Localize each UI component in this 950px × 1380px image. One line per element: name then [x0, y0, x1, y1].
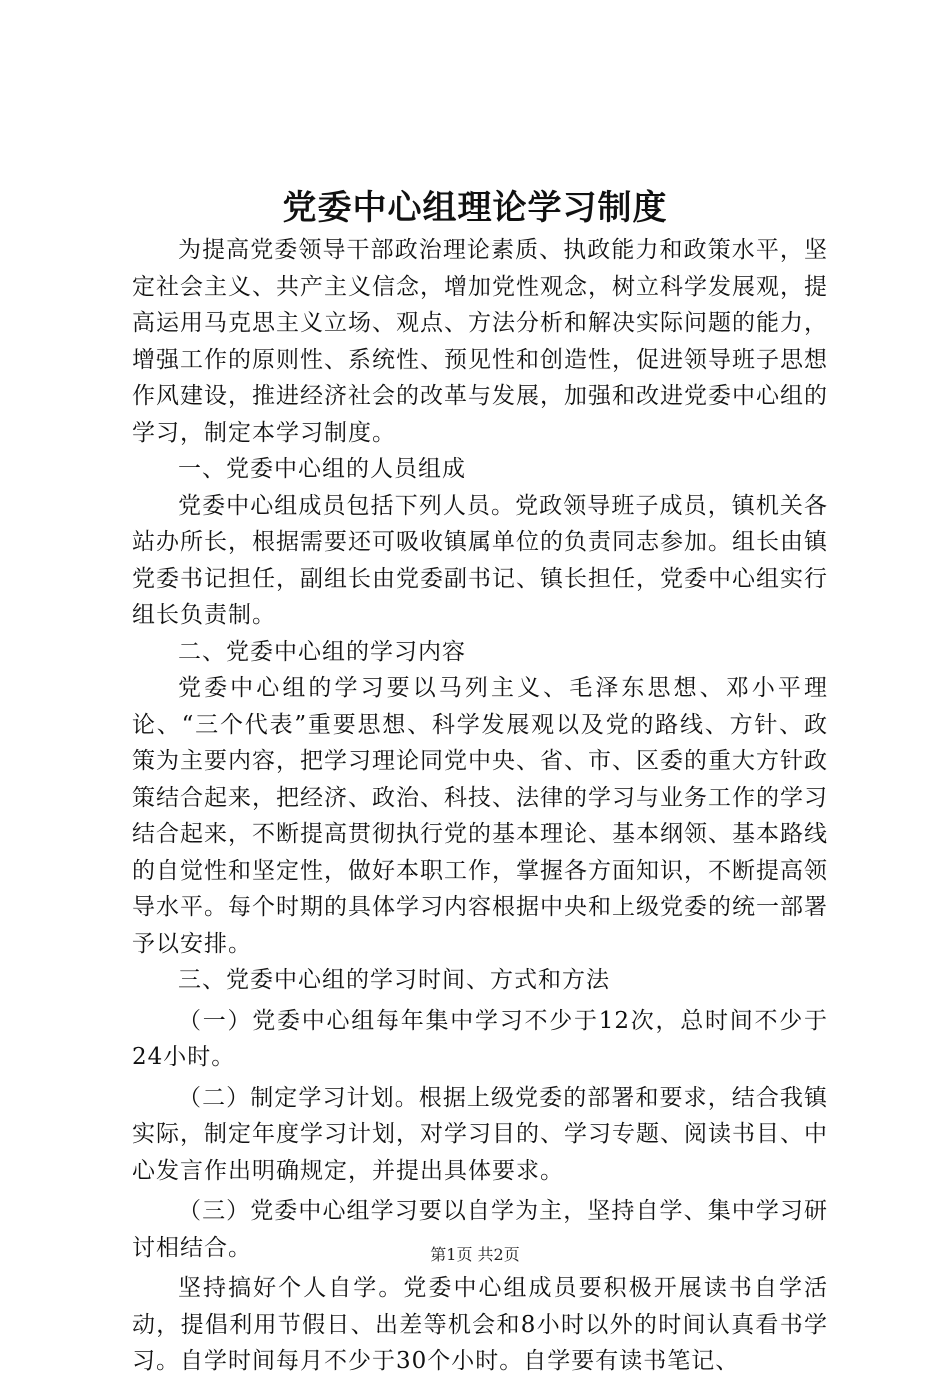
page-number: 第1页 共2页 — [430, 1245, 520, 1264]
paragraph-item-3: （三）党委中心组学习要以自学为主，坚持自学、集中学习研讨相结合。 — [132, 1198, 828, 1261]
paragraph-self-study: 坚持搞好个人自学。党委中心组成员要积极开展读书自学活动，提倡利用节假日、出差等机会和8小时以外的时间认真看书学习。自学时间每月不少于30个小时。自学要有读书笔记、 — [132, 1275, 828, 1374]
paragraph-item-1: （一）党委中心组每年集中学习不少于12次，总时间不少于24小时。 — [132, 1007, 828, 1070]
section-heading-1: 一、党委中心组的人员组成 — [178, 456, 466, 482]
document-body — [132, 232, 828, 1380]
document-title: 党委中心组理论学习制度 — [282, 188, 668, 228]
paragraph-intro: 为提高党委领导干部政治理论素质、执政能力和政策水平，坚定社会主义、共产主义信念，增加党性观念，树立科学发展观，提高运用马克思主义立场、观点、方法分析和解决实际问题的能力，增强工作的原则性、系统性、预见性和创造性，促进领导班子思想作风建设，推进经济社会的改革与发展，加强和改进党委中心组的学习，制定本学习制度。 — [132, 237, 828, 446]
paragraph-content: 党委中心组的学习要以马列主义、毛泽东思想、邓小平理论、“三个代表”重要思想、科学发展观以及党的路线、方针、政策为主要内容，把学习理论同党中央、省、市、区委的重大方针政策结合起来，把经济、政治、科技、法律的学习与业务工作的学习结合起来，不断提高贯彻执行党的基本理论、基本纲领、基本路线的自觉性和坚定性，做好本职工作，掌握各方面知识，不断提高领导水平。每个时期的具体学习内容根据中央和上级党委的统一部署予以安排。 — [132, 675, 828, 957]
paragraph-item-2: （二）制定学习计划。根据上级党委的部署和要求，结合我镇实际，制定年度学习计划，对学习目的、学习专题、阅读书目、中心发言作出明确规定，并提出具体要求。 — [132, 1084, 828, 1184]
paragraph-members: 党委中心组成员包括下列人员。党政领导班子成员，镇机关各站办所长，根据需要还可吸收镇属单位的负责同志参加。组长由镇党委书记担任，副组长由党委副书记、镇长担任，党委中心组实行组长负责制。 — [132, 492, 828, 628]
section-heading-3: 三、党委中心组的学习时间、方式和方法 — [178, 967, 610, 993]
section-heading-2: 二、党委中心组的学习内容 — [178, 638, 466, 665]
